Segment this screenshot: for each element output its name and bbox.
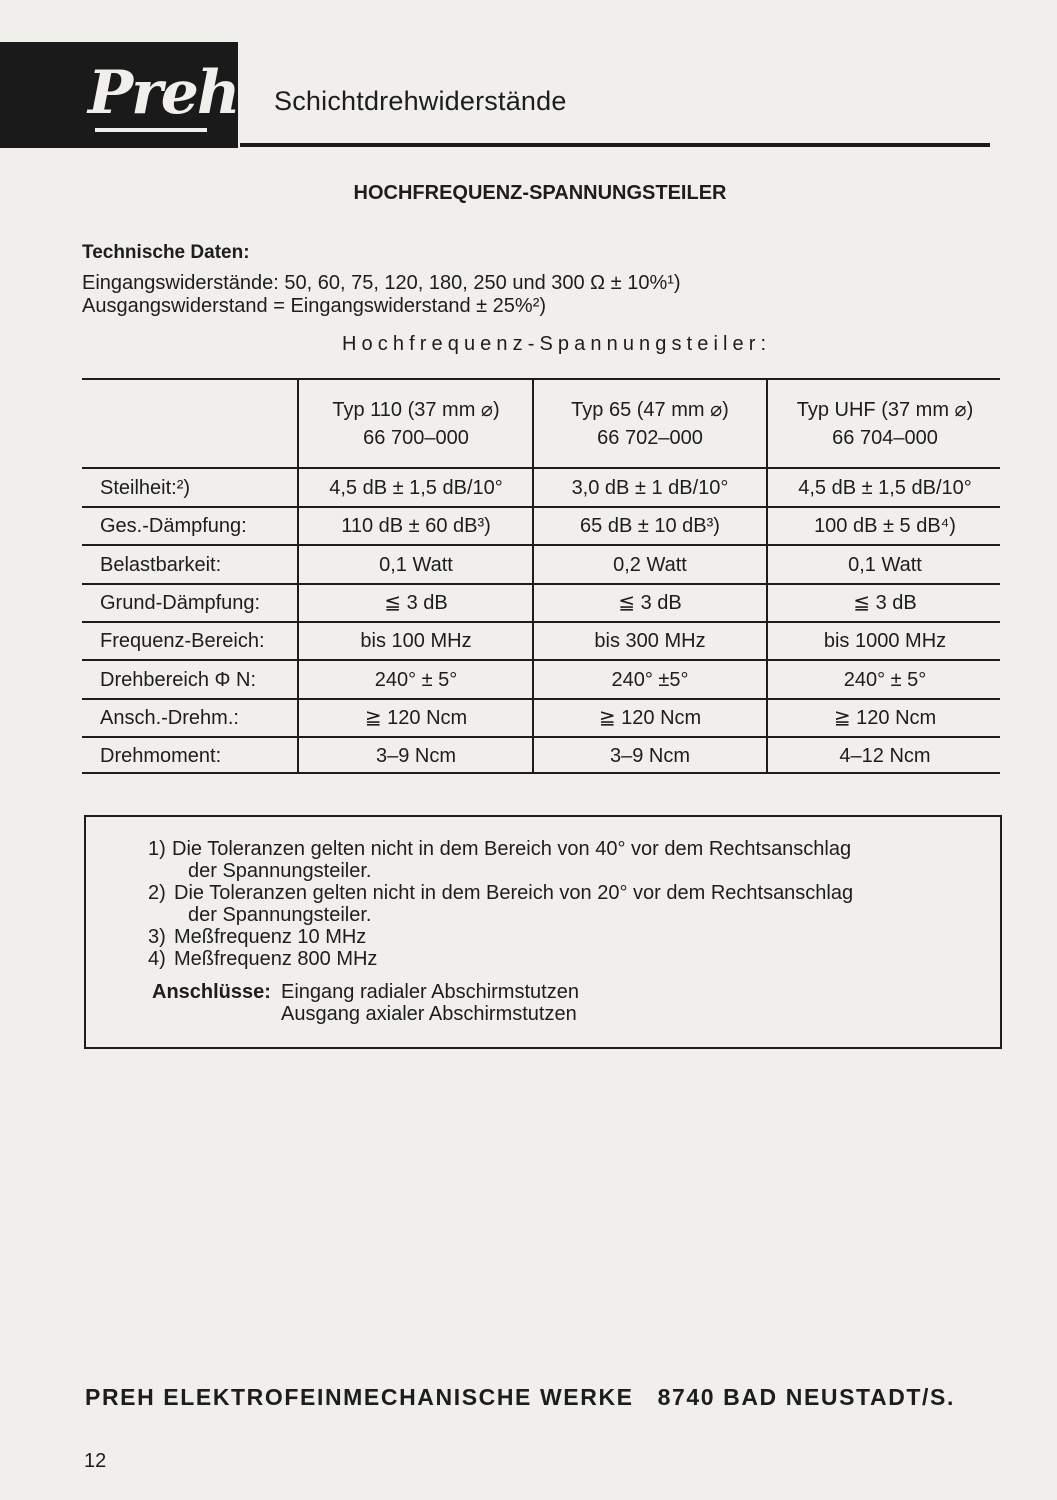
footnote-3-mark: 3) bbox=[148, 926, 166, 948]
logo-underline bbox=[95, 128, 207, 132]
col-header-part-110: 66 700–000 bbox=[363, 427, 469, 449]
footnote-2-line-1: Die Toleranzen gelten nicht in dem Bereich von 20° vor dem Rechtsanschlag bbox=[174, 882, 854, 904]
row-label-belastbarkeit: Belastbarkeit: bbox=[100, 554, 222, 576]
table-top-rule bbox=[82, 378, 1000, 380]
table-cell: ≦ 3 dB bbox=[384, 592, 448, 614]
table-cell: 240° ± 5° bbox=[843, 669, 927, 691]
row-label-frequenz-bereich: Frequenz-Bereich: bbox=[100, 630, 265, 652]
company-footer: PREH ELEKTROFEINMECHANISCHE WERKE 8740 BAD NEUSTADT/S. bbox=[85, 1384, 955, 1410]
table-cell: ≦ 3 dB bbox=[618, 592, 682, 614]
footnote-1-line-1: Die Toleranzen gelten nicht in dem Bereich von 40° vor dem Rechtsanschlag bbox=[172, 838, 852, 860]
output-resistance-spec: Ausgangswiderstand = Eingangswiderstand ± 25%²) bbox=[82, 295, 547, 317]
col-header-type-uhf: Typ UHF (37 mm ⌀) bbox=[796, 399, 974, 421]
table-cell: 4,5 dB ± 1,5 dB/10° bbox=[329, 477, 503, 499]
table-caption: Hochfrequenz-Spannungsteiler: bbox=[342, 333, 772, 355]
table-cell: 65 dB ± 10 dB³) bbox=[580, 515, 720, 537]
footnote-3-text: Meßfrequenz 10 MHz bbox=[174, 926, 367, 948]
row-label-grund-daempfung: Grund-Dämpfung: bbox=[100, 592, 261, 614]
input-resistance-spec: Eingangswiderstände: 50, 60, 75, 120, 180, 250 und 300 Ω ± 10%¹) bbox=[82, 272, 681, 294]
table-cell: 0,1 Watt bbox=[848, 554, 922, 576]
connections-input: Eingang radialer Abschirmstutzen bbox=[281, 981, 579, 1003]
footnote-4-text: Meßfrequenz 800 MHz bbox=[174, 948, 378, 970]
table-cell: ≧ 120 Ncm bbox=[833, 707, 937, 729]
table-cell: 3,0 dB ± 1 dB/10° bbox=[571, 477, 729, 499]
table-cell: 3–9 Ncm bbox=[609, 745, 691, 767]
preh-logo: Preh bbox=[88, 58, 239, 128]
col-divider-1 bbox=[297, 378, 299, 772]
row-label-ges-daempfung: Ges.-Dämpfung: bbox=[100, 515, 247, 537]
footnote-4-mark: 4) bbox=[148, 948, 166, 970]
table-cell: ≦ 3 dB bbox=[853, 592, 917, 614]
page-title: Schichtdrehwiderstände bbox=[274, 86, 567, 116]
table-cell: 3–9 Ncm bbox=[375, 745, 457, 767]
table-cell: ≧ 120 Ncm bbox=[598, 707, 702, 729]
table-cell: 4–12 Ncm bbox=[839, 745, 931, 767]
connections-output: Ausgang axialer Abschirmstutzen bbox=[281, 1003, 577, 1025]
col-divider-3 bbox=[766, 378, 768, 772]
table-cell: 240° ±5° bbox=[611, 669, 689, 691]
col-header-part-uhf: 66 704–000 bbox=[832, 427, 938, 449]
footnote-2-mark: 2) bbox=[148, 882, 166, 904]
row-label-drehmoment: Drehmoment: bbox=[100, 745, 222, 767]
table-cell: 4,5 dB ± 1,5 dB/10° bbox=[798, 477, 972, 499]
page-number: 12 bbox=[84, 1450, 107, 1472]
tech-data-heading: Technische Daten: bbox=[82, 242, 250, 263]
table-cell: 0,2 Watt bbox=[613, 554, 687, 576]
col-header-part-65: 66 702–000 bbox=[597, 427, 703, 449]
col-header-type-65: Typ 65 (47 mm ⌀) bbox=[571, 399, 729, 421]
table-cell: bis 1000 MHz bbox=[823, 630, 947, 652]
footnote-1-mark: 1) bbox=[148, 838, 166, 860]
table-cell: 110 dB ± 60 dB³) bbox=[341, 515, 491, 537]
table-cell: 240° ± 5° bbox=[374, 669, 458, 691]
main-heading: HOCHFREQUENZ-SPANNUNGSTEILER bbox=[353, 182, 727, 204]
row-label-ansch-drehm: Ansch.-Drehm.: bbox=[100, 707, 239, 729]
footnote-1-line-2: der Spannungsteiler. bbox=[188, 860, 372, 882]
row-label-steilheit: Steilheit:²) bbox=[100, 477, 191, 499]
footnote-2-line-2: der Spannungsteiler. bbox=[188, 904, 372, 926]
table-cell: 0,1 Watt bbox=[379, 554, 453, 576]
table-cell: bis 300 MHz bbox=[594, 630, 706, 652]
header-divider bbox=[240, 143, 990, 147]
table-cell: ≧ 120 Ncm bbox=[364, 707, 468, 729]
connections-label: Anschlüsse: bbox=[152, 981, 271, 1003]
row-label-drehbereich: Drehbereich Φ N: bbox=[100, 669, 257, 691]
col-header-type-110: Typ 110 (37 mm ⌀) bbox=[332, 399, 500, 421]
table-cell: bis 100 MHz bbox=[360, 630, 472, 652]
table-cell: 100 dB ± 5 dB⁴) bbox=[814, 515, 956, 537]
